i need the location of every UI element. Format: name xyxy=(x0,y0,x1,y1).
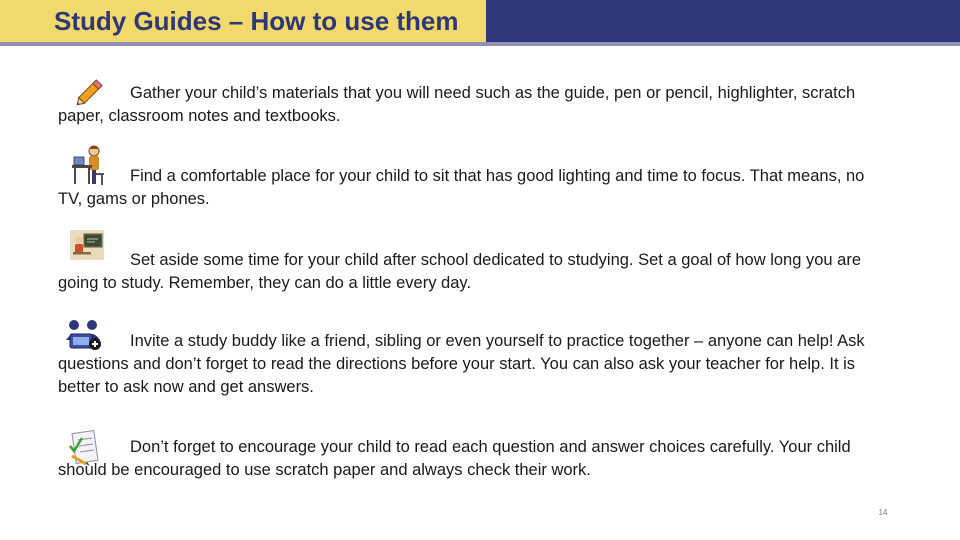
step-2-text: Find a comfortable place for your child to sit that has good lighting and time to focus. That means, no TV, gams or phones. xyxy=(58,167,865,208)
step-1-text: Gather your child’s materials that you will need such as the guide, pen or pencil, highlighter, scratch paper, classroom notes and textbooks. xyxy=(58,84,856,125)
step-3-text: Set aside some time for your child after school dedicated to studying. Set a goal of how long you are going to study. Remember, they can do a little every day. xyxy=(58,251,862,292)
step-5-text: Don’t forget to encourage your child to read each question and answer choices carefully. Your child should be encouraged to use scratch paper and always check their work. xyxy=(58,438,851,479)
page-title: Study Guides – How to use them xyxy=(0,0,486,42)
page-number: 14 xyxy=(878,508,888,517)
title-underline xyxy=(0,42,960,46)
step-4-text: Invite a study buddy like a friend, sibling or even yourself to practice together – anyone can help! Ask questions and don’t forget to read the directions before your start. You can also ask your teacher for help. It is better to ask now and get answers. xyxy=(58,332,865,396)
